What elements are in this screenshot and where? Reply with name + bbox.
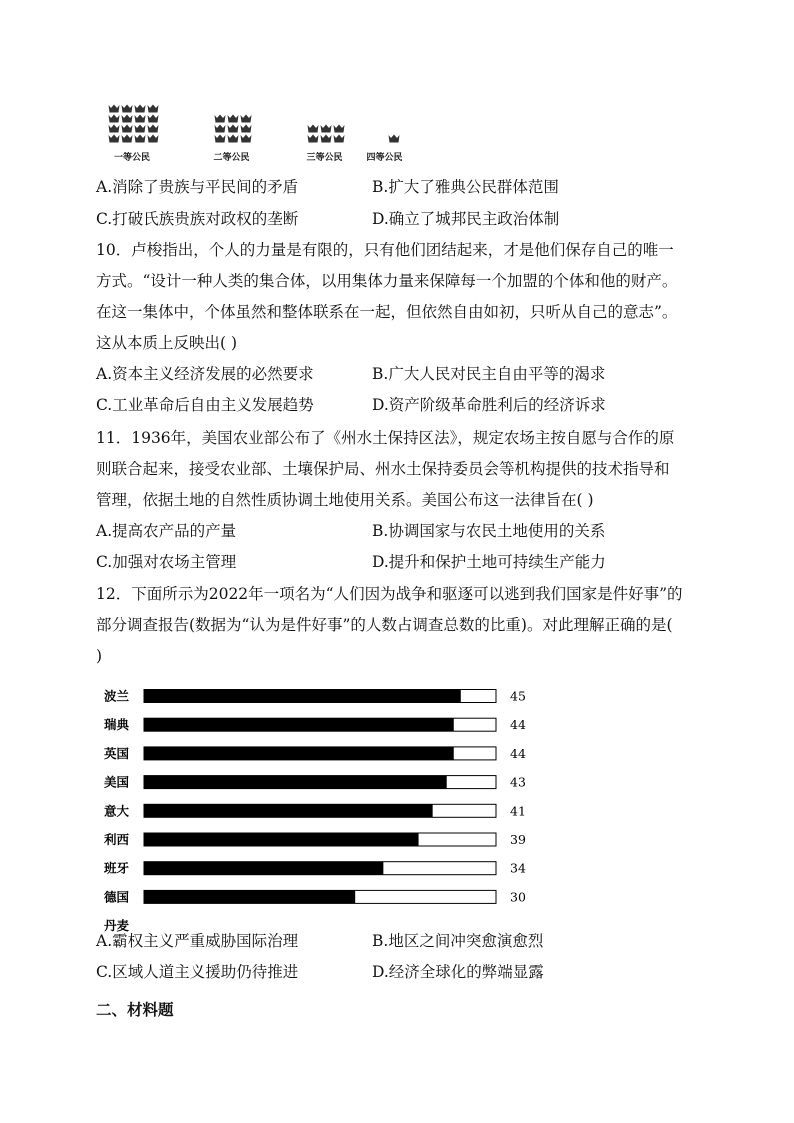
crown-icon bbox=[388, 128, 400, 137]
crown-icon bbox=[121, 98, 133, 107]
crown-group-label: 一等公民 bbox=[114, 153, 151, 163]
q11-option-c: C.加强对农场主管理 bbox=[96, 553, 237, 571]
category-label: 英国 bbox=[104, 745, 130, 761]
category-label: 利西 bbox=[104, 832, 130, 847]
crown-icon bbox=[214, 108, 226, 117]
q12-option-b: B.地区之间冲突愈演愈烈 bbox=[372, 932, 544, 950]
q10-line-3: 在这一集体中，个体虽然和整体联系在一起，但依然自由如初，只听从自己的意志”。 bbox=[96, 303, 678, 321]
q9-option-b: B.扩大了雅典公民群体范围 bbox=[372, 178, 559, 196]
crown-icon bbox=[147, 98, 159, 107]
crown-group-label: 二等公民 bbox=[213, 153, 250, 163]
q11-line-3: 管理，依据土地的自然性质协调土地使用关系。美国公布这一法律旨在( ) bbox=[96, 491, 594, 509]
bar-value-label: 43 bbox=[510, 774, 526, 790]
crown-icon bbox=[108, 118, 120, 127]
category-label: 意大 bbox=[104, 803, 130, 819]
q10-line-2: 方式。“设计一种人类的集合体，以用集体力量来保障每一个加盟的个体和他的财产。 bbox=[96, 272, 678, 290]
crown-icon bbox=[227, 118, 239, 127]
category-label: 瑞典 bbox=[104, 717, 130, 733]
crown-icon bbox=[214, 128, 226, 137]
category-label: 美国 bbox=[104, 774, 130, 790]
survey-bar-chart bbox=[96, 680, 546, 934]
bar bbox=[144, 690, 461, 703]
crown-icon bbox=[134, 98, 146, 107]
section-title: 二、材料题 bbox=[96, 1001, 174, 1019]
q10-option-d: D.资产阶级革命胜利后的经济诉求 bbox=[372, 396, 606, 414]
crown-icon bbox=[240, 108, 252, 117]
crown-icon bbox=[134, 128, 146, 137]
q10-option-b: B.广大人民对民主自由平等的渴求 bbox=[372, 365, 606, 383]
crown-icon bbox=[121, 118, 133, 127]
crown-icon bbox=[240, 118, 252, 127]
crown-icon bbox=[108, 128, 120, 137]
crown-icon bbox=[134, 118, 146, 127]
bar-value-label: 41 bbox=[510, 803, 526, 819]
bar bbox=[144, 747, 454, 760]
crown-icon bbox=[121, 128, 133, 137]
crown-icon bbox=[147, 128, 159, 137]
bar bbox=[144, 718, 454, 731]
q11-line-1: 11．1936年，美国农业部公布了《州水土保持区法》，规定农场主按自愿与合作的原 bbox=[96, 429, 675, 447]
crown-icon bbox=[240, 128, 252, 137]
crown-icon bbox=[214, 118, 226, 127]
q12-line-3: ) bbox=[96, 647, 103, 665]
q11-line-2: 则联合起来，接受农业部、土壤保护局、州水土保持委员会等机构提供的技术指导和 bbox=[96, 460, 670, 478]
q9-option-d: D.确立了城邦民主政治体制 bbox=[372, 210, 560, 228]
crown-icon bbox=[147, 108, 159, 117]
bar-value-label: 34 bbox=[510, 860, 526, 876]
bar bbox=[144, 862, 383, 875]
q9-option-a: A.消除了贵族与平民间的矛盾 bbox=[96, 178, 299, 196]
crown-group-label: 四等公民 bbox=[366, 153, 403, 163]
bar-value-label: 44 bbox=[510, 717, 526, 733]
q11-option-a: A.提高农产品的产量 bbox=[96, 522, 237, 540]
bar-value-label: 44 bbox=[510, 745, 526, 761]
category-label: 波兰 bbox=[104, 688, 130, 704]
q12-option-a: A.霸权主义严重威胁国际治理 bbox=[96, 932, 299, 950]
q10-line-1: 10．卢梭指出，个人的力量是有限的，只有他们团结起来，才是他们保存自己的唯一 bbox=[96, 241, 674, 259]
bar bbox=[144, 890, 355, 903]
bar-value-label: 45 bbox=[510, 688, 526, 704]
crown-icon bbox=[227, 108, 239, 117]
q11-option-d: D.提升和保护土地可持续生产能力 bbox=[372, 553, 606, 571]
q9-option-c: C.打破氏族贵族对政权的垄断 bbox=[96, 210, 299, 228]
q10-option-c: C.工业革命后自由主义发展趋势 bbox=[96, 396, 314, 414]
q12-option-d: D.经济全球化的弊端显露 bbox=[372, 963, 544, 981]
bar-value-label: 39 bbox=[510, 832, 526, 847]
crown-icon bbox=[147, 118, 159, 127]
crown-icon bbox=[320, 128, 332, 137]
crown-icon bbox=[307, 118, 319, 127]
q12-line-2: 部分调查报告(数据为“认为是件好事”的人数占调查总数的比重)。对此理解正确的是( bbox=[96, 616, 673, 634]
bar bbox=[144, 776, 447, 789]
crown-icon bbox=[333, 128, 345, 137]
category-label: 班牙 bbox=[104, 860, 130, 876]
crown-icon bbox=[134, 108, 146, 117]
bar bbox=[144, 833, 419, 846]
q10-line-4: 这从本质上反映出( ) bbox=[96, 334, 238, 352]
crown-group-label: 三等公民 bbox=[306, 153, 343, 163]
bar bbox=[144, 804, 433, 817]
crown-icon bbox=[121, 108, 133, 117]
q12-option-c: C.区域人道主义援助仍待推进 bbox=[96, 963, 299, 981]
crown-icon bbox=[108, 108, 120, 117]
crown-icon bbox=[307, 128, 319, 137]
crown-icon bbox=[333, 118, 345, 127]
q10-option-a: A.资本主义经济发展的必然要求 bbox=[96, 365, 314, 383]
crown-icon bbox=[108, 98, 120, 107]
category-label: 德国 bbox=[104, 889, 130, 905]
category-label: 丹麦 bbox=[104, 918, 130, 934]
bar-value-label: 30 bbox=[510, 889, 526, 905]
crown-icon bbox=[320, 118, 332, 127]
q12-line-1: 12．下面所示为2022年一项名为“人们因为战争和驱逐可以逃到我们国家是件好事”的 bbox=[96, 585, 683, 603]
crown-icon bbox=[227, 128, 239, 137]
q11-option-b: B.协调国家与农民土地使用的关系 bbox=[372, 522, 606, 540]
